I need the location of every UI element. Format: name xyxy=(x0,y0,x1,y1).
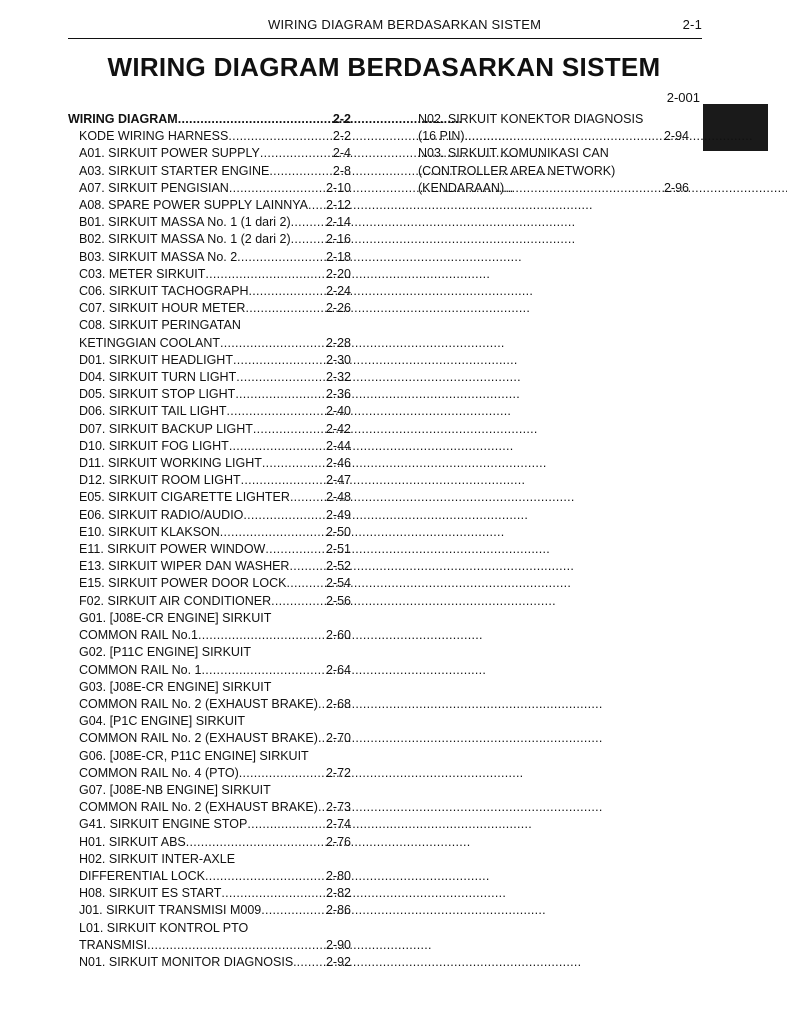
toc-entry-page: 2-94 xyxy=(663,129,689,144)
toc-entry-page: 2-72 xyxy=(325,765,351,780)
toc-entry-page: 2-86 xyxy=(325,903,351,918)
toc-entry-title: COMMON RAIL No. 2 (EXHAUST BRAKE) xyxy=(79,731,318,746)
toc-entry-title: KETINGGIAN COOLANT xyxy=(79,335,220,350)
toc-entry xyxy=(68,507,351,524)
toc-entry-title: A07. SIRKUIT PENGISIAN xyxy=(79,180,229,195)
toc-entry xyxy=(68,920,351,954)
toc-entry-page: 2-40 xyxy=(325,404,351,419)
dot-leader xyxy=(198,627,324,644)
toc-entry-title: H02. SIRKUIT INTER-AXLE xyxy=(79,851,236,866)
toc-entry-page: 2-80 xyxy=(325,868,351,883)
dot-leader xyxy=(236,369,324,386)
dot-leader xyxy=(289,558,324,575)
toc-entry-page: 2-20 xyxy=(325,266,351,281)
toc-entry-title: L01. SIRKUIT KONTROL PTO xyxy=(79,920,249,935)
dot-leader xyxy=(235,386,324,403)
toc-entry xyxy=(68,455,351,472)
toc-entry-page: 2-76 xyxy=(325,834,351,849)
toc-entry xyxy=(68,438,351,455)
toc-entry xyxy=(68,249,351,266)
toc-entry-title: COMMON RAIL No.1 xyxy=(79,628,199,643)
toc-entry-title: H08. SIRKUIT ES START xyxy=(79,886,222,901)
toc-entry xyxy=(68,816,351,833)
dot-leader xyxy=(243,507,324,524)
dot-leader xyxy=(286,575,324,592)
toc-entry xyxy=(68,472,351,489)
dot-leader xyxy=(468,128,662,145)
toc-entry-title: A03. SIRKUIT STARTER ENGINE xyxy=(79,163,270,178)
toc-entry-page: 2-52 xyxy=(325,559,351,574)
toc-entry xyxy=(68,145,351,162)
toc-entry-title: D12. SIRKUIT ROOM LIGHT xyxy=(79,473,241,488)
dot-leader xyxy=(227,403,324,420)
toc-entry-title: G41. SIRKUIT ENGINE STOP xyxy=(79,817,248,832)
toc-entry-page: 2-46 xyxy=(325,456,351,471)
toc-entry-title: D11. SIRKUIT WORKING LIGHT xyxy=(79,456,262,471)
toc-entry-page: 2-4 xyxy=(332,146,351,161)
toc-entry-page: 2-28 xyxy=(325,335,351,350)
toc-entry xyxy=(68,283,351,300)
toc-entry xyxy=(68,679,351,713)
toc-entry-page: 2-2 xyxy=(332,112,351,126)
toc-entry xyxy=(68,524,351,541)
toc-entry-title: WIRING DIAGRAM xyxy=(68,112,178,126)
toc-entry-title: B01. SIRKUIT MASSA No. 1 (1 dari 2) xyxy=(79,215,291,230)
dot-leader xyxy=(262,455,324,472)
toc-entry-title: C08. SIRKUIT PERINGATAN xyxy=(79,318,241,333)
toc-entry xyxy=(68,610,351,644)
toc-entry xyxy=(68,180,351,197)
toc-entry xyxy=(68,197,351,214)
toc-left-column xyxy=(68,111,351,971)
dot-leader xyxy=(253,421,324,438)
toc-entry xyxy=(68,300,351,317)
toc-entry-title: KODE WIRING HARNESS xyxy=(79,129,229,144)
toc-entry-title: DIFFERENTIAL LOCK xyxy=(79,868,205,883)
toc-entry xyxy=(68,489,351,506)
toc-entry xyxy=(68,128,351,145)
toc-entry xyxy=(68,644,351,678)
toc-entry xyxy=(68,386,351,403)
dot-leader xyxy=(261,902,324,919)
toc-entry-title: D05. SIRKUIT STOP LIGHT xyxy=(79,387,236,402)
toc-entry-title: N02. SIRKUIT KONEKTOR DIAGNOSIS xyxy=(418,112,644,126)
toc-entry-page: 2-60 xyxy=(325,628,351,643)
toc-entry-page: 2-47 xyxy=(325,473,351,488)
dot-leader xyxy=(308,197,324,214)
dot-leader xyxy=(205,266,324,283)
toc-entry-title: E10. SIRKUIT KLAKSON xyxy=(79,524,220,539)
toc-entry-page: 2-26 xyxy=(325,301,351,316)
toc-entry-title: D10. SIRKUIT FOG LIGHT xyxy=(79,438,229,453)
dot-leader xyxy=(248,283,323,300)
toc-entry xyxy=(68,421,351,438)
toc-entry-title: A08. SPARE POWER SUPPLY LAINNYA xyxy=(79,198,309,213)
toc-entry-title: N03. SIRKUIT KOMUNIKASI CAN xyxy=(418,146,609,161)
toc-entry-title: G01. [J08E-CR ENGINE] SIRKUIT xyxy=(79,610,272,625)
toc-entry-page: 2-16 xyxy=(325,232,351,247)
toc-entry-title: C06. SIRKUIT TACHOGRAPH xyxy=(79,284,249,299)
toc-entry-title: E06. SIRKUIT RADIO/AUDIO xyxy=(79,507,244,522)
dot-leader xyxy=(220,335,324,352)
toc-entry-title: E05. SIRKUIT CIGARETTE LIGHTER xyxy=(79,490,290,505)
toc-entry xyxy=(68,352,351,369)
toc-entry-title: H01. SIRKUIT ABS xyxy=(79,834,186,849)
toc-entry-page: 2-14 xyxy=(325,215,351,230)
toc-entry xyxy=(68,593,351,610)
toc-entry-title: G06. [J08E-CR, P11C ENGINE] SIRKUIT xyxy=(79,748,309,763)
toc-entry-page: 2-51 xyxy=(325,542,351,557)
running-header xyxy=(68,16,702,39)
dot-leader xyxy=(271,593,324,610)
toc-entry xyxy=(68,902,351,919)
toc-entry-page: 2-42 xyxy=(325,421,351,436)
toc-entry-page: 2-54 xyxy=(325,576,351,591)
toc-entry-page: 2-68 xyxy=(325,696,351,711)
toc-entry xyxy=(68,851,351,885)
toc-entry-title: D04. SIRKUIT TURN LIGHT xyxy=(79,370,237,385)
toc-entry-title: E15. SIRKUIT POWER DOOR LOCK xyxy=(79,576,287,591)
toc-entry-page: 2-10 xyxy=(325,180,351,195)
toc-entry-page: 2-48 xyxy=(325,490,351,505)
dot-leader xyxy=(220,524,324,541)
toc-entry-page: 2-24 xyxy=(325,284,351,299)
dot-leader xyxy=(229,180,324,197)
section-code: 2-001 xyxy=(666,90,700,105)
toc-entry-page: 2-56 xyxy=(325,593,351,608)
toc-entry-page: 2-70 xyxy=(325,731,351,746)
toc-entry-title: N01. SIRKUIT MONITOR DIAGNOSIS. xyxy=(79,954,297,969)
toc-entry-title: C07. SIRKUIT HOUR METER xyxy=(79,301,246,316)
toc-entry-title: F02. SIRKUIT AIR CONDITIONER xyxy=(79,593,272,608)
dot-leader xyxy=(228,128,331,145)
toc-entry-title: (CONTROLLER AREA NETWORK) xyxy=(418,163,616,178)
dot-leader xyxy=(147,937,324,954)
toc-entry-page: 2-92 xyxy=(325,954,351,969)
dot-leader xyxy=(205,868,324,885)
toc-entry xyxy=(68,834,351,851)
toc-entry-title: D07. SIRKUIT BACKUP LIGHT xyxy=(79,421,253,436)
toc-entry-title: TRANSMISI xyxy=(79,937,148,952)
toc-entry xyxy=(68,575,351,592)
toc-entry-title: C03. METER SIRKUIT xyxy=(79,266,206,281)
toc-entry-title: (KENDARAAN) xyxy=(418,180,505,195)
toc-entry-title: G04. [P1C ENGINE] SIRKUIT xyxy=(79,714,246,729)
toc-entry-title: D06. SIRKUIT TAIL LIGHT xyxy=(79,404,227,419)
toc-entry-page: 2-64 xyxy=(325,662,351,677)
toc-entry-title: B02. SIRKUIT MASSA No. 1 (2 dari 2) xyxy=(79,232,291,247)
dot-leader xyxy=(241,472,324,489)
toc-entry-page: 2-18 xyxy=(325,249,351,264)
toc-entry xyxy=(68,782,351,816)
toc-entry-page: 2-90 xyxy=(325,937,351,952)
toc-entry-page: 2-73 xyxy=(325,800,351,815)
toc-entry-title: COMMON RAIL No. 4 (PTO) xyxy=(79,765,239,780)
toc-entry xyxy=(418,111,689,145)
toc-entry-page: 2-8 xyxy=(332,163,351,178)
toc-entry xyxy=(68,266,351,283)
toc-entry-title: D01. SIRKUIT HEADLIGHT xyxy=(79,352,233,367)
dot-leader xyxy=(265,541,324,558)
dot-leader xyxy=(233,352,324,369)
toc-entry-title: COMMON RAIL No. 2 (EXHAUST BRAKE) xyxy=(79,696,318,711)
dot-leader xyxy=(186,834,324,851)
toc-entry-title: COMMON RAIL No. 1 xyxy=(79,662,202,677)
toc-entry xyxy=(68,317,351,351)
dot-leader xyxy=(247,816,324,833)
toc-entry xyxy=(68,111,351,128)
toc-entry xyxy=(68,748,351,782)
toc-entry-title: G07. [J08E-NB ENGINE] SIRKUIT xyxy=(79,782,271,797)
dot-leader xyxy=(245,300,324,317)
dot-leader xyxy=(178,111,331,128)
toc-entry xyxy=(68,954,351,971)
toc-entry xyxy=(68,231,351,248)
dot-leader xyxy=(291,214,324,231)
toc-entry-page: 2-2 xyxy=(332,129,351,144)
running-title: WIRING DIAGRAM BERDASARKAN SISTEM xyxy=(268,17,542,32)
toc-entry-title: E11. SIRKUIT POWER WINDOW xyxy=(79,542,266,557)
toc-entry-title: B03. SIRKUIT MASSA No. 2 xyxy=(79,249,238,264)
toc-entry xyxy=(68,403,351,420)
toc-entry xyxy=(68,558,351,575)
toc-entry xyxy=(68,713,351,747)
toc-right-column xyxy=(418,111,689,197)
toc-entry-title: (16 PIN). xyxy=(418,129,469,144)
toc-entry-title: J01. SIRKUIT TRANSMISI M009 xyxy=(79,903,262,918)
toc-entry-title: G03. [J08E-CR ENGINE] SIRKUIT xyxy=(79,679,272,694)
toc-entry-title: E13. SIRKUIT WIPER DAN WASHER xyxy=(79,559,290,574)
toc-entry-page: 2-74 xyxy=(325,817,351,832)
toc-entry xyxy=(418,145,689,197)
dot-leader xyxy=(290,489,324,506)
toc-entry-page: 2-32 xyxy=(325,370,351,385)
toc-entry xyxy=(68,369,351,386)
toc-entry-page: 2-44 xyxy=(325,438,351,453)
dot-leader xyxy=(221,885,324,902)
dot-leader xyxy=(504,180,662,197)
toc-entry xyxy=(68,541,351,558)
toc-entry-title: COMMON RAIL No. 2 (EXHAUST BRAKE) xyxy=(79,800,318,815)
toc-entry xyxy=(68,885,351,902)
toc-entry-page: 2-50 xyxy=(325,524,351,539)
page-title: WIRING DIAGRAM BERDASARKAN SISTEM xyxy=(107,52,661,82)
dot-leader xyxy=(297,954,324,971)
toc-entry-title: A01. SIRKUIT POWER SUPPLY xyxy=(79,146,260,161)
toc-entry xyxy=(68,214,351,231)
toc-entry-page: 2-49 xyxy=(325,507,351,522)
dot-leader xyxy=(291,231,324,248)
dot-leader xyxy=(260,145,331,162)
toc-entry-page: 2-82 xyxy=(325,886,351,901)
section-tab-marker xyxy=(703,104,768,151)
toc-entry-page: 2-36 xyxy=(325,387,351,402)
toc-entry-page: 2-12 xyxy=(325,198,351,213)
dot-leader xyxy=(269,163,331,180)
dot-leader xyxy=(237,249,324,266)
toc-entry-page: 2-30 xyxy=(325,352,351,367)
toc-entry-page: 2-96 xyxy=(663,180,689,195)
page-number: 2-1 xyxy=(682,17,702,32)
dot-leader xyxy=(239,765,324,782)
toc-entry xyxy=(68,163,351,180)
toc-entry-title: G02. [P11C ENGINE] SIRKUIT xyxy=(79,645,252,660)
dot-leader xyxy=(201,662,323,679)
dot-leader xyxy=(229,438,324,455)
